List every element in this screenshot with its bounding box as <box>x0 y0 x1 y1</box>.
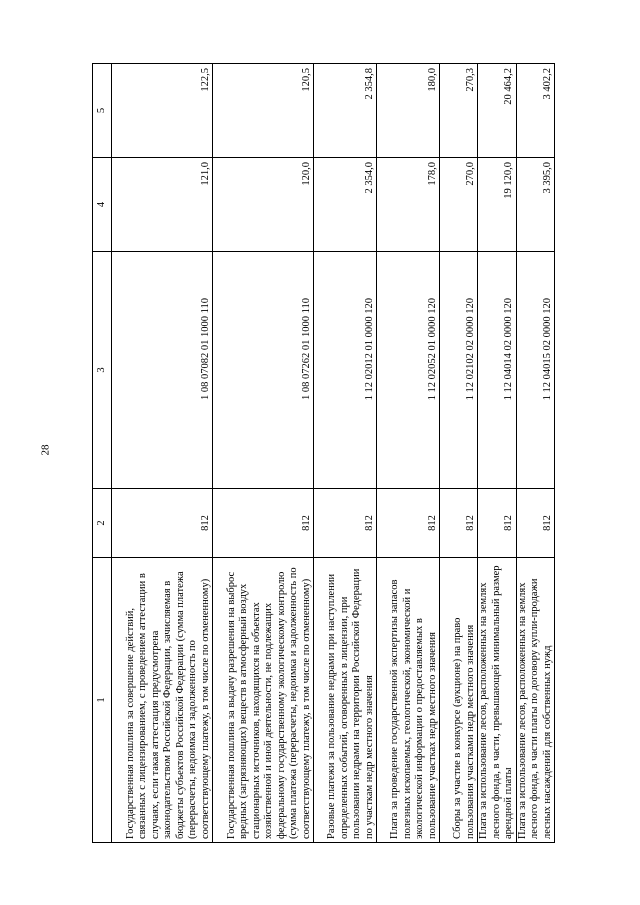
header-col-2: 2 <box>93 489 112 558</box>
row-value-5: 2 354,8 <box>314 64 377 158</box>
row-description: Государственная пошлина за совершение действий, связанных с лицензированием, с проведением аттестации в случаях, если такая аттестация предусмотрена законодательством Российской Федерации, зачисляемая в бюджеты субъектов Российской Федерации (сумма платежа (перерасчеты, недоимка и задолженность по соответствующему платежу, в том числе по отмененному) <box>112 558 213 843</box>
row-value-5: 3 402,2 <box>516 64 555 158</box>
table-row <box>440 64 478 843</box>
row-value-4: 178,0 <box>377 158 440 252</box>
row-kbk: 1 12 02102 02 0000 120 <box>440 252 478 489</box>
row-description: Плата за использование лесов, расположенных на землях лесного фонда, в части, превышающей минимальный размер арендной платы <box>478 558 517 843</box>
row-kbk: 1 08 07262 01 1000 110 <box>213 252 314 489</box>
header-col-5: 5 <box>93 64 112 158</box>
header-col-1: 1 <box>93 558 112 843</box>
row-description: Разовые платежи за пользование недрами при наступлении определенных событий, оговоренных в лицензии, при пользовании недрами на территории Российской Федерации по участкам недр местного значения <box>314 558 377 843</box>
row-value-4: 2 354,0 <box>314 158 377 252</box>
row-code: 812 <box>478 489 517 558</box>
header-col-3: 3 <box>93 252 112 489</box>
table-row <box>377 64 440 843</box>
row-description: Государственная пошлина за выдачу разрешения на выброс вредных (загрязняющих) веществ в атмосферный воздух стационарных источников, находящихся на объектах хозяйственной и иной деятельности, не подлежащих федеральному государственному экологическому контролю (сумма платежа (перерасчеты, недоимка и задолженность по соответствующему платежу, в том числе по отмененному) <box>213 558 314 843</box>
table-row <box>478 64 517 843</box>
row-code: 812 <box>213 489 314 558</box>
rotated-table-container <box>92 64 558 843</box>
table-row <box>314 64 377 843</box>
row-value-5: 180,0 <box>377 64 440 158</box>
row-kbk: 1 12 02012 01 0000 120 <box>314 252 377 489</box>
row-kbk: 1 12 04015 02 0000 120 <box>516 252 555 489</box>
row-code: 812 <box>112 489 213 558</box>
table-row <box>516 64 555 843</box>
row-value-5: 20 464,2 <box>478 64 517 158</box>
row-value-5: 270,3 <box>440 64 478 158</box>
row-value-5: 120,5 <box>213 64 314 158</box>
row-code: 812 <box>377 489 440 558</box>
row-description: Плата за проведение государственной экспертизы запасов полезных ископаемых, геологической, экономической и экологической информации о предоставляемых в пользование участках недр местного значения <box>377 558 440 843</box>
row-kbk: 1 08 07082 01 1000 110 <box>112 252 213 489</box>
row-value-4: 120,0 <box>213 158 314 252</box>
table-row <box>112 64 213 843</box>
row-value-4: 19 120,0 <box>478 158 517 252</box>
budget-revenue-table <box>92 63 555 843</box>
row-value-4: 121,0 <box>112 158 213 252</box>
row-description: Плата за использование лесов, расположенных на землях лесного фонда, в части платы по договору купли-продажи лесных насаждений для собственных нужд <box>516 558 555 843</box>
row-code: 812 <box>516 489 555 558</box>
row-description: Сборы за участие в конкурсе (аукционе) на право пользования участками недр местного значения <box>440 558 478 843</box>
page-number: 28 <box>39 444 52 456</box>
row-kbk: 1 12 02052 01 0000 120 <box>377 252 440 489</box>
row-value-4: 3 395,0 <box>516 158 555 252</box>
header-row <box>93 64 112 843</box>
row-kbk: 1 12 04014 02 0000 120 <box>478 252 517 489</box>
row-value-4: 270,0 <box>440 158 478 252</box>
row-code: 812 <box>440 489 478 558</box>
header-col-4: 4 <box>93 158 112 252</box>
table-row <box>213 64 314 843</box>
row-value-5: 122,5 <box>112 64 213 158</box>
row-code: 812 <box>314 489 377 558</box>
